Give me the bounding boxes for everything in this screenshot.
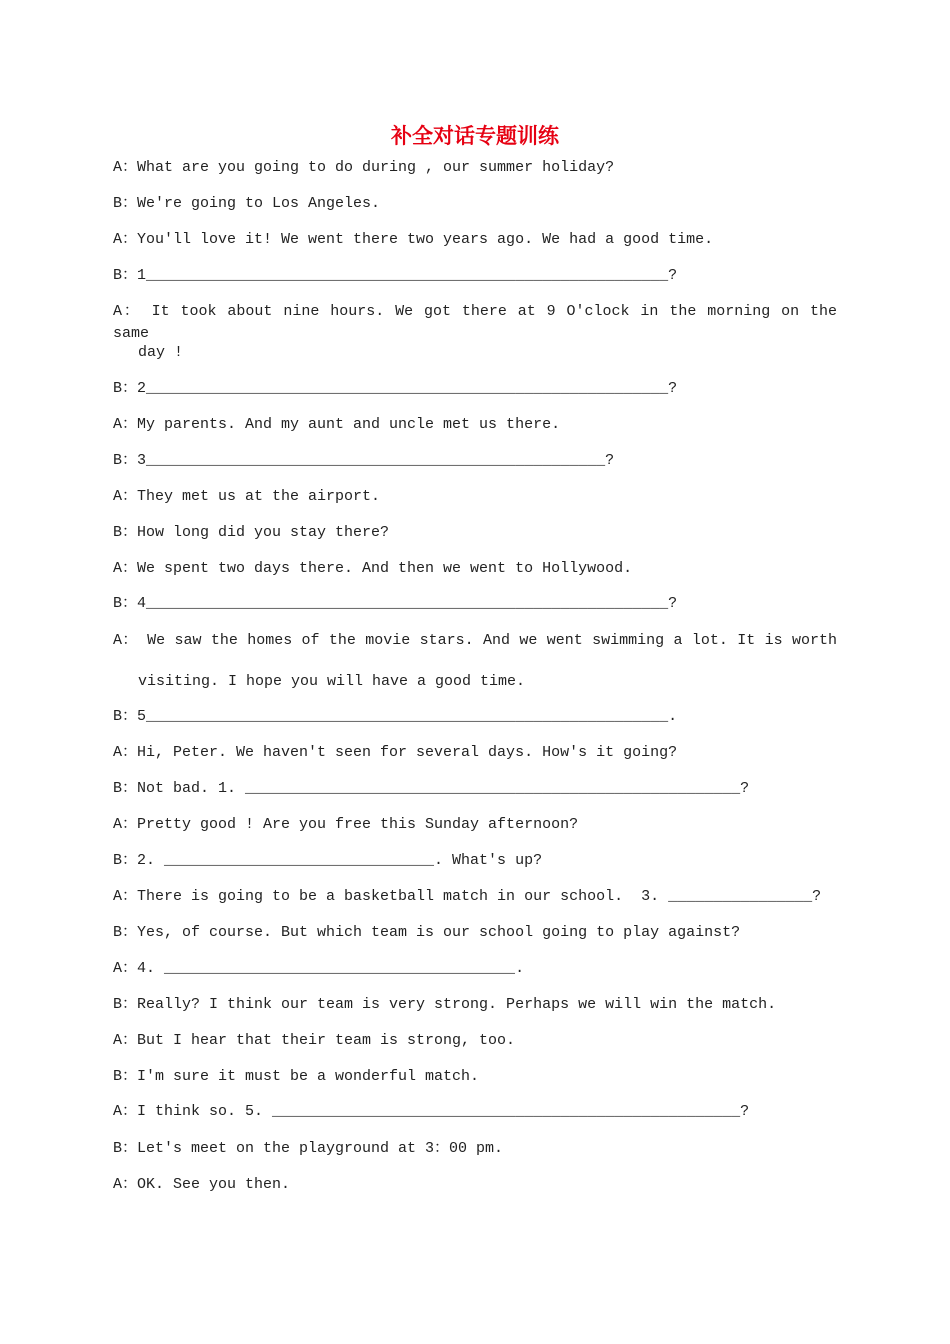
dialogue-line: A： It took about nine hours. We got there at 9 O'clock in the morning on the same [113,303,837,342]
dialogue-line: A：My parents. And my aunt and uncle met us there. [113,416,561,433]
dialogue-line: A：What are you going to do during , our summer holiday? [113,159,615,176]
dialogue-line: B：Let's meet on the playground at 3：00 pm. [113,1140,504,1157]
blank-line-1: B：1__________________________________________________________? [113,267,678,284]
dialogue-line: A： We saw the homes of the movie stars. And we went swimming a lot. It is worth [113,632,837,649]
blank-line-3: A：There is going to be a basketball match in our school. 3. ________________? [113,888,822,905]
dialogue-line: A：OK. See you then. [113,1176,291,1193]
blank-line-3: B：3___________________________________________________? [113,452,615,469]
dialogue-line-continued: visiting. I hope you will have a good time. [138,673,526,690]
dialogue-line: A：Pretty good ! Are you free this Sunday afternoon? [113,816,579,833]
dialogue-line: B：How long did you stay there? [113,524,390,541]
blank-line-4: A：4. _______________________________________. [113,960,525,977]
dialogue-line-continued: day ! [138,344,184,361]
dialogue-line: B：I'm sure it must be a wonderful match. [113,1068,480,1085]
dialogue-line: A：We spent two days there. And then we went to Hollywood. [113,560,633,577]
blank-line-5: A：I think so. 5. ____________________________________________________? [113,1103,750,1120]
blank-line-2: B：2. ______________________________. What's up? [113,852,543,869]
blank-line-2: B：2__________________________________________________________? [113,380,678,397]
blank-line-1: B：Not bad. 1. _______________________________________________________? [113,780,750,797]
blank-line-4: B：4__________________________________________________________? [113,595,678,612]
dialogue-line: A：Hi, Peter. We haven't seen for several days. How's it going? [113,744,678,761]
dialogue-line: B：Yes, of course. But which team is our school going to play against? [113,924,741,941]
dialogue-line: A：You'll love it! We went there two years ago. We had a good time. [113,231,714,248]
dialogue-line: A：But I hear that their team is strong, too. [113,1032,516,1049]
dialogue-line: A：They met us at the airport. [113,488,381,505]
dialogue-line: B：Really? I think our team is very strong. Perhaps we will win the match. [113,996,777,1013]
dialogue-line: B：We're going to Los Angeles. [113,195,381,212]
page-title: 补全对话专题训练 [391,123,559,148]
blank-line-5: B：5__________________________________________________________. [113,708,678,725]
